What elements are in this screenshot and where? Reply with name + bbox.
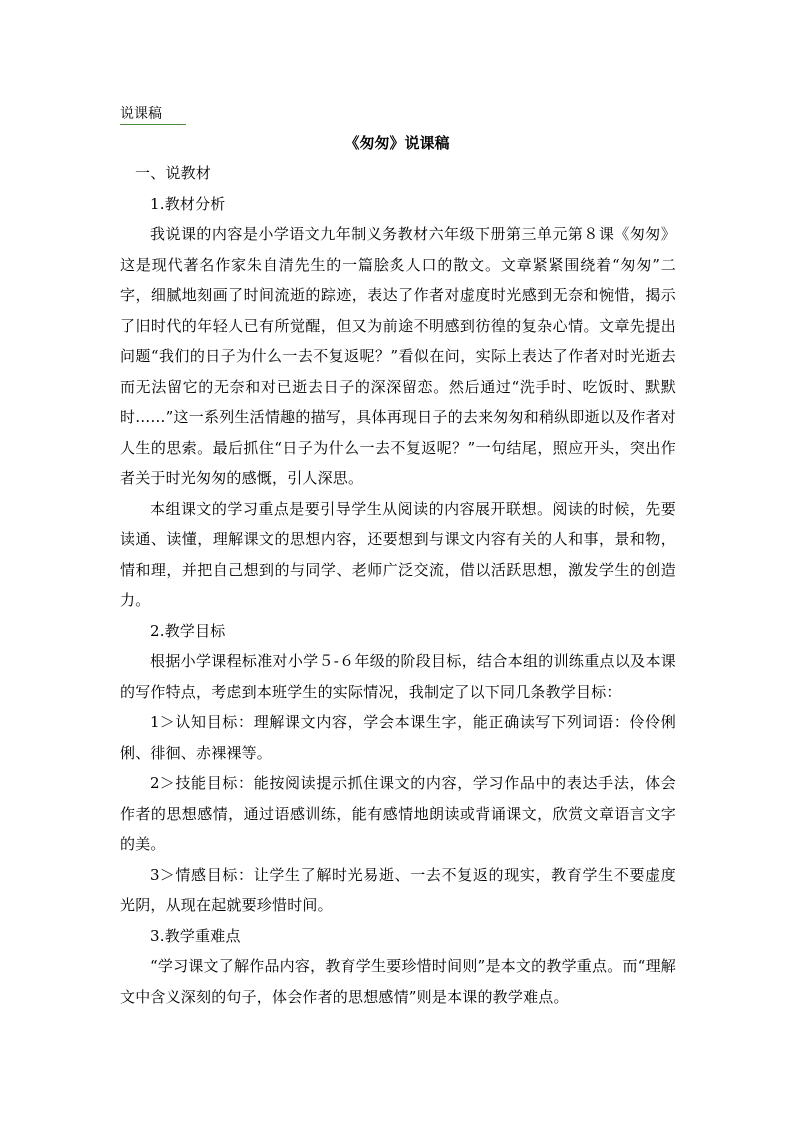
paragraph-material-analysis-2: 本组课文的学习重点是要引导学生从阅读的内容展开联想。阅读的时候，先要读通、读懂，理解课文的思想内容，还要想到与课文内容有关的人和事，景和物，情和理，并把自己想到的与同学、老师广泛交流，借以活跃思想，激发学生的创造力。 <box>120 499 676 609</box>
paragraph-material-analysis-1: 我说课的内容是小学语文九年制义务教材六年级下册第三单元第８课《匆匆》这是现代著名作家朱自清先生的一篇脍炙人口的散文。文章紧紧围绕着“匆匆”二字，细腻地刻画了时间流逝的踪迹，表达了作者对虚度时光感到无奈和惋惜，揭示了旧时代的年轻人已有所觉醒，但又为前途不明感到彷徨的复杂心情。文章先提出问题“我们的日子为什么一去不复返呢？”看似在问，实际上表达了作者对时光逝去而无法留它的无奈和对已逝去日子的深深留恋。然后通过“洗手时、吃饭时、默默时……”这一系列生活情趣的描写，具体再现日子的去来匆匆和稍纵即逝以及作者对人生的思索。最后抓住“日子为什么一去不复返呢？”一句结尾，照应开头，突出作者关于时光匆匆的感慨，引人深思。 <box>120 225 676 487</box>
goal-cognitive: 1＞认知目标：理解课文内容，学会本课生字，能正确读写下列词语：伶伶俐俐、徘徊、赤裸裸等。 <box>120 713 676 762</box>
goal-skill: 2＞技能目标：能按阅读提示抓住课文的内容，学习作品中的表达手法，体会作者的思想感情，通过语感训练，能有感情地朗读或背诵课文，欣赏文章语言文字的美。 <box>120 774 676 853</box>
paragraph-teaching-goals-intro: 根据小学课程标准对小学５-６年级的阶段目标，结合本组的训练重点以及本课的写作特点，考虑到本班学生的实际情况，我制定了以下同几条教学目标： <box>120 652 676 701</box>
subsection-heading-key-points: 3.教学重难点 <box>150 926 241 945</box>
section-heading-teaching-material: 一、说教材 <box>135 164 212 182</box>
subsection-heading-material-analysis: 1.教材分析 <box>150 194 226 213</box>
document-title: 《匆匆》说课稿 <box>344 134 450 152</box>
document-body <box>120 158 676 1012</box>
subsection-heading-teaching-goals: 2.教学目标 <box>150 621 226 640</box>
goal-emotional: 3＞情感目标：让学生了解时光易逝、一去不复返的现实，教育学生不要虚度光阴，从现在起就要珍惜时间。 <box>120 865 676 914</box>
header-label: 说课稿 <box>120 104 186 125</box>
paragraph-key-points: “学习课文了解作品内容，教育学生要珍惜时间则”是本文的教学重点。而“理解文中含义深刻的句子，体会作者的思想感情”则是本课的教学难点。 <box>120 957 676 1006</box>
